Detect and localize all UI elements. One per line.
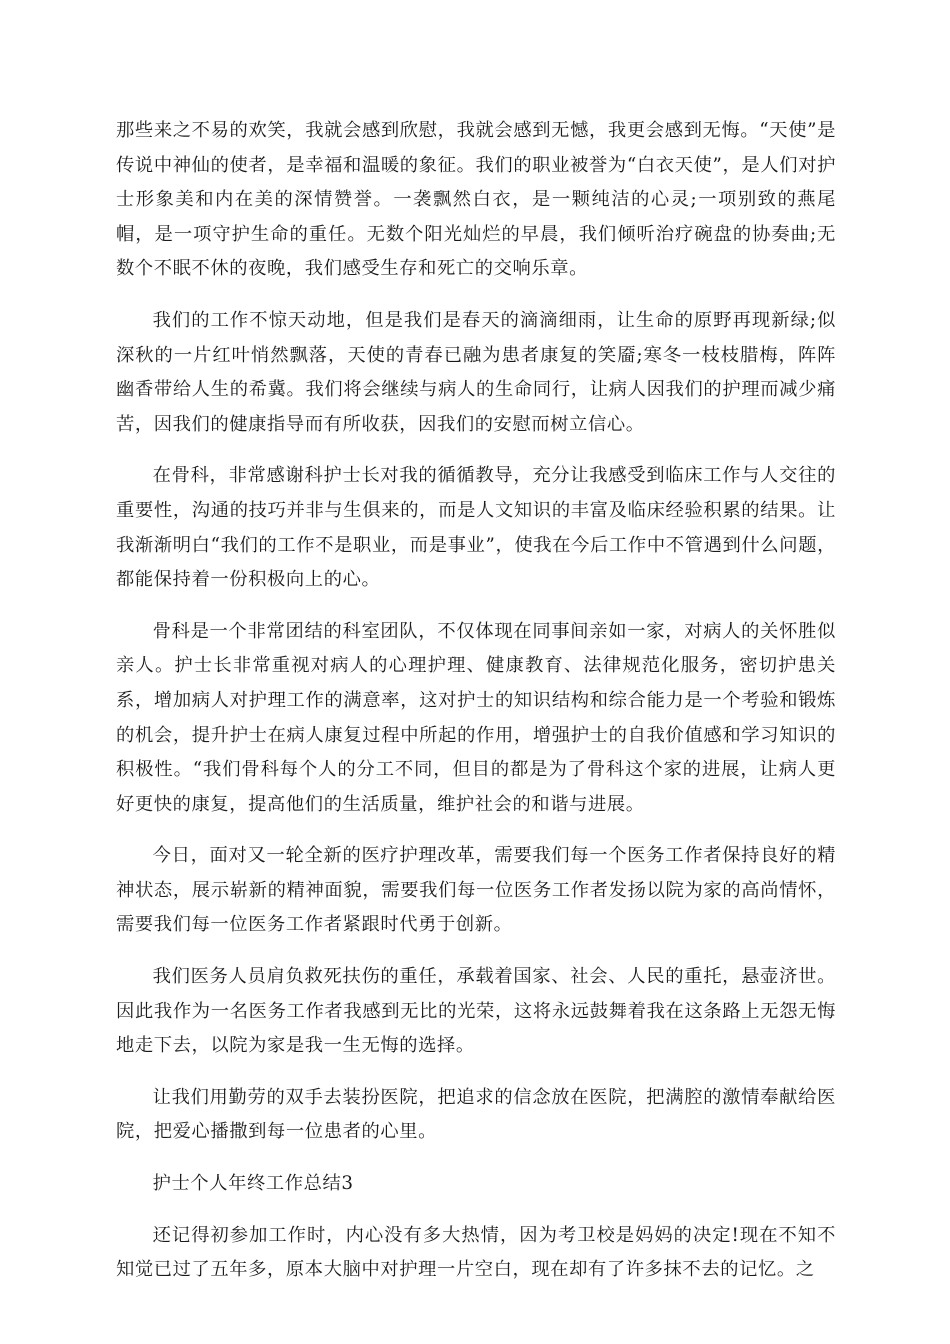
paragraph-8: 还记得初参加工作时，内心没有多大热情，因为考卫校是妈妈的决定!现在不知不知觉已过了五年多，原本大脑中对护理一片空白，现在却有了许多抹不去的记忆。之 (116, 1224, 836, 1281)
paragraph-4: 骨科是一个非常团结的科室团队，不仅体现在同事间亲如一家，对病人的关怀胜似亲人。护士长非常重视对病人的心理护理、健康教育、法律规范化服务，密切护患关系，增加病人对护理工作的满意率，这对护士的知识结构和综合能力是一个考验和锻炼的机会，提升护士在病人康复过程中所起的作用，增强护士的自我价值感和学习知识的积极性。“我们骨科每个人的分工不同，但目的都是为了骨科这个家的进展，让病人更好更快的康复，提高他们的生活质量，维护社会的和谐与进展。 (116, 620, 836, 815)
paragraph-3: 在骨科，非常感谢科护士长对我的循循教导，充分让我感受到临床工作与人交往的重要性，沟通的技巧并非与生俱来的，而是人文知识的丰富及临床经验积累的结果。让我渐渐明白“我们的工作不是职业，而是事业”，使我在今后工作中不管遇到什么问题，都能保持着一份积极向上的心。 (116, 465, 836, 591)
document-body (116, 114, 836, 1305)
paragraph-5: 今日，面对又一轮全新的医疗护理改革，需要我们每一个医务工作者保持良好的精神状态，展示崭新的精神面貌，需要我们每一位医务工作者发扬以院为家的高尚情怀，需要我们每一位医务工作者紧跟时代勇于创新。 (116, 845, 836, 936)
paragraph-1: 那些来之不易的欢笑，我就会感到欣慰，我就会感到无憾，我更会感到无悔。“天使”是传说中神仙的使者，是幸福和温暖的象征。我们的职业被誉为“白衣天使”，是人们对护士形象美和内在美的深情赞誉。一袭飘然白衣，是一颗纯洁的心灵;一项别致的燕尾帽，是一项守护生命的重任。无数个阳光灿烂的早晨，我们倾听治疗碗盘的协奏曲;无数个不眠不休的夜晚，我们感受生存和死亡的交响乐章。 (116, 120, 836, 280)
paragraph-2: 我们的工作不惊天动地，但是我们是春天的滴滴细雨，让生命的原野再现新绿;似深秋的一片红叶悄然飘落，天使的青春已融为患者康复的笑靥;寒冬一枝枝腊梅，阵阵幽香带给人生的希冀。我们将会继续与病人的生命同行，让病人因我们的护理而减少痛苦，因我们的健康指导而有所收获，因我们的安慰而树立信心。 (116, 309, 836, 435)
paragraph-7: 让我们用勤劳的双手去装扮医院，把追求的信念放在医院，把满腔的激情奉献给医院，把爱心播撒到每一位患者的心里。 (116, 1086, 836, 1143)
paragraph-6: 我们医务人员肩负救死扶伤的重任，承载着国家、社会、人民的重托，悬壶济世。因此我作为一名医务工作者我感到无比的光荣，这将永远鼓舞着我在这条路上无怨无悔地走下去，以院为家是我一生无悔的选择。 (116, 966, 836, 1057)
section-heading: 护士个人年终工作总结3 (152, 1173, 354, 1195)
